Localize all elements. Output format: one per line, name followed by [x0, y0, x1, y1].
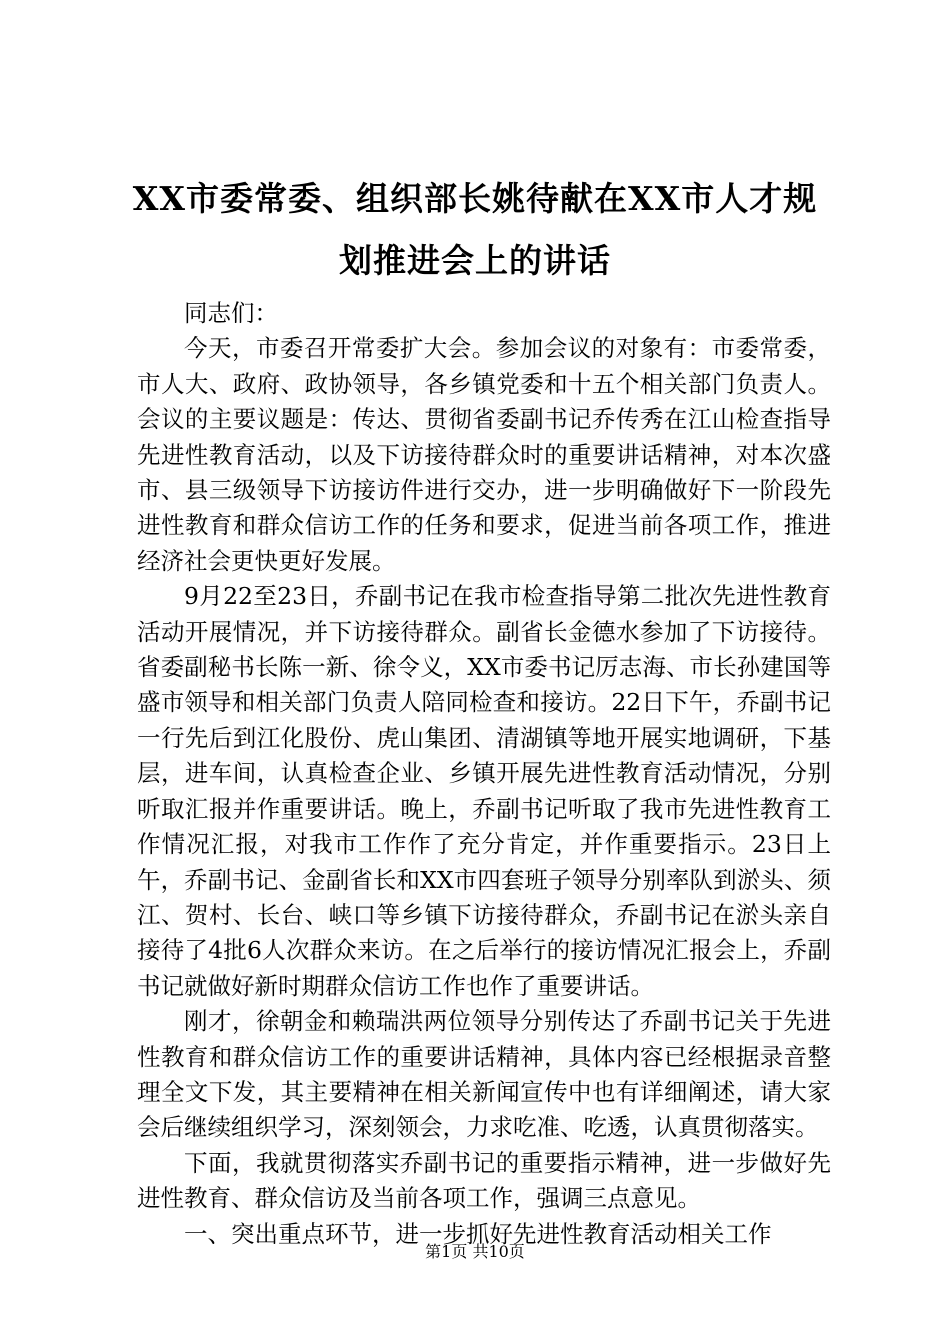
page-number-footer: 第1页 共10页 [425, 1242, 525, 1261]
paragraph-3: 刚才，徐朝金和赖瑞洪两位领导分别传达了乔副书记关于先进性教育和群众信访工作的重要讲话精神，具体内容已经根据录音整理全文下发，其主要精神在相关新闻宣传中也有详细阐述，请大家会后继续组织学习，深刻领会，力求吃准、吃透，认真贯彻落实。 [137, 1007, 831, 1142]
paragraph-2: 9月22至23日，乔副书记在我市检查指导第二批次先进性教育活动开展情况，并下访接待群众。副省长金德水参加了下访接待。省委副秘书长陈一新、徐令义，XX市委书记厉志海、市长孙建国等盛市领导和相关部门负责人陪同检查和接访。22日下午，乔副书记一行先后到江化股份、虎山集团、清湖镇等地开展实地调研，下基层，进车间，认真检查企业、乡镇开展先进性教育活动情况，分别听取汇报并作重要讲话。晚上，乔副书记听取了我市先进性教育工作情况汇报，对我市工作作了充分肯定，并作重要指示。23日上午，乔副书记、金副省长和XX市四套班子领导分别率队到淤头、须江、贺村、长台、峡口等乡镇下访接待群众，乔副书记在淤头亲自接待了4批6人次群众来访。在之后举行的接访情况汇报会上，乔副书记就做好新时期群众信访工作也作了重要讲话。 [137, 582, 831, 1000]
paragraph-4: 下面，我就贯彻落实乔副书记的重要指示精神，进一步做好先进性教育、群众信访及当前各项工作，强调三点意见。 [137, 1148, 831, 1213]
document-title [120, 168, 830, 292]
document-body [137, 296, 831, 1252]
salutation: 同志们： [184, 299, 278, 327]
paragraph-1: 今天，市委召开常委扩大会。参加会议的对象有：市委常委，市人大、政府、政协领导，各乡镇党委和十五个相关部门负责人。会议的主要议题是：传达、贯彻省委副书记乔传秀在江山检查指导先进性教育活动，以及下访接待群众时的重要讲话精神，对本次盛市、县三级领导下访接访件进行交办，进一步明确做好下一阶段先进性教育和群众信访工作的任务和要求，促进当前各项工作，推进经济社会更快更好发展。 [137, 334, 831, 575]
title-line-1: XX市委常委、组织部长姚待献在XX市人才规 [132, 179, 818, 218]
section-heading-1: 一、突出重点环节，进一步抓好先进性教育活动相关工作 [184, 1219, 772, 1248]
title-line-2: 划推进会上的讲话 [339, 241, 611, 280]
